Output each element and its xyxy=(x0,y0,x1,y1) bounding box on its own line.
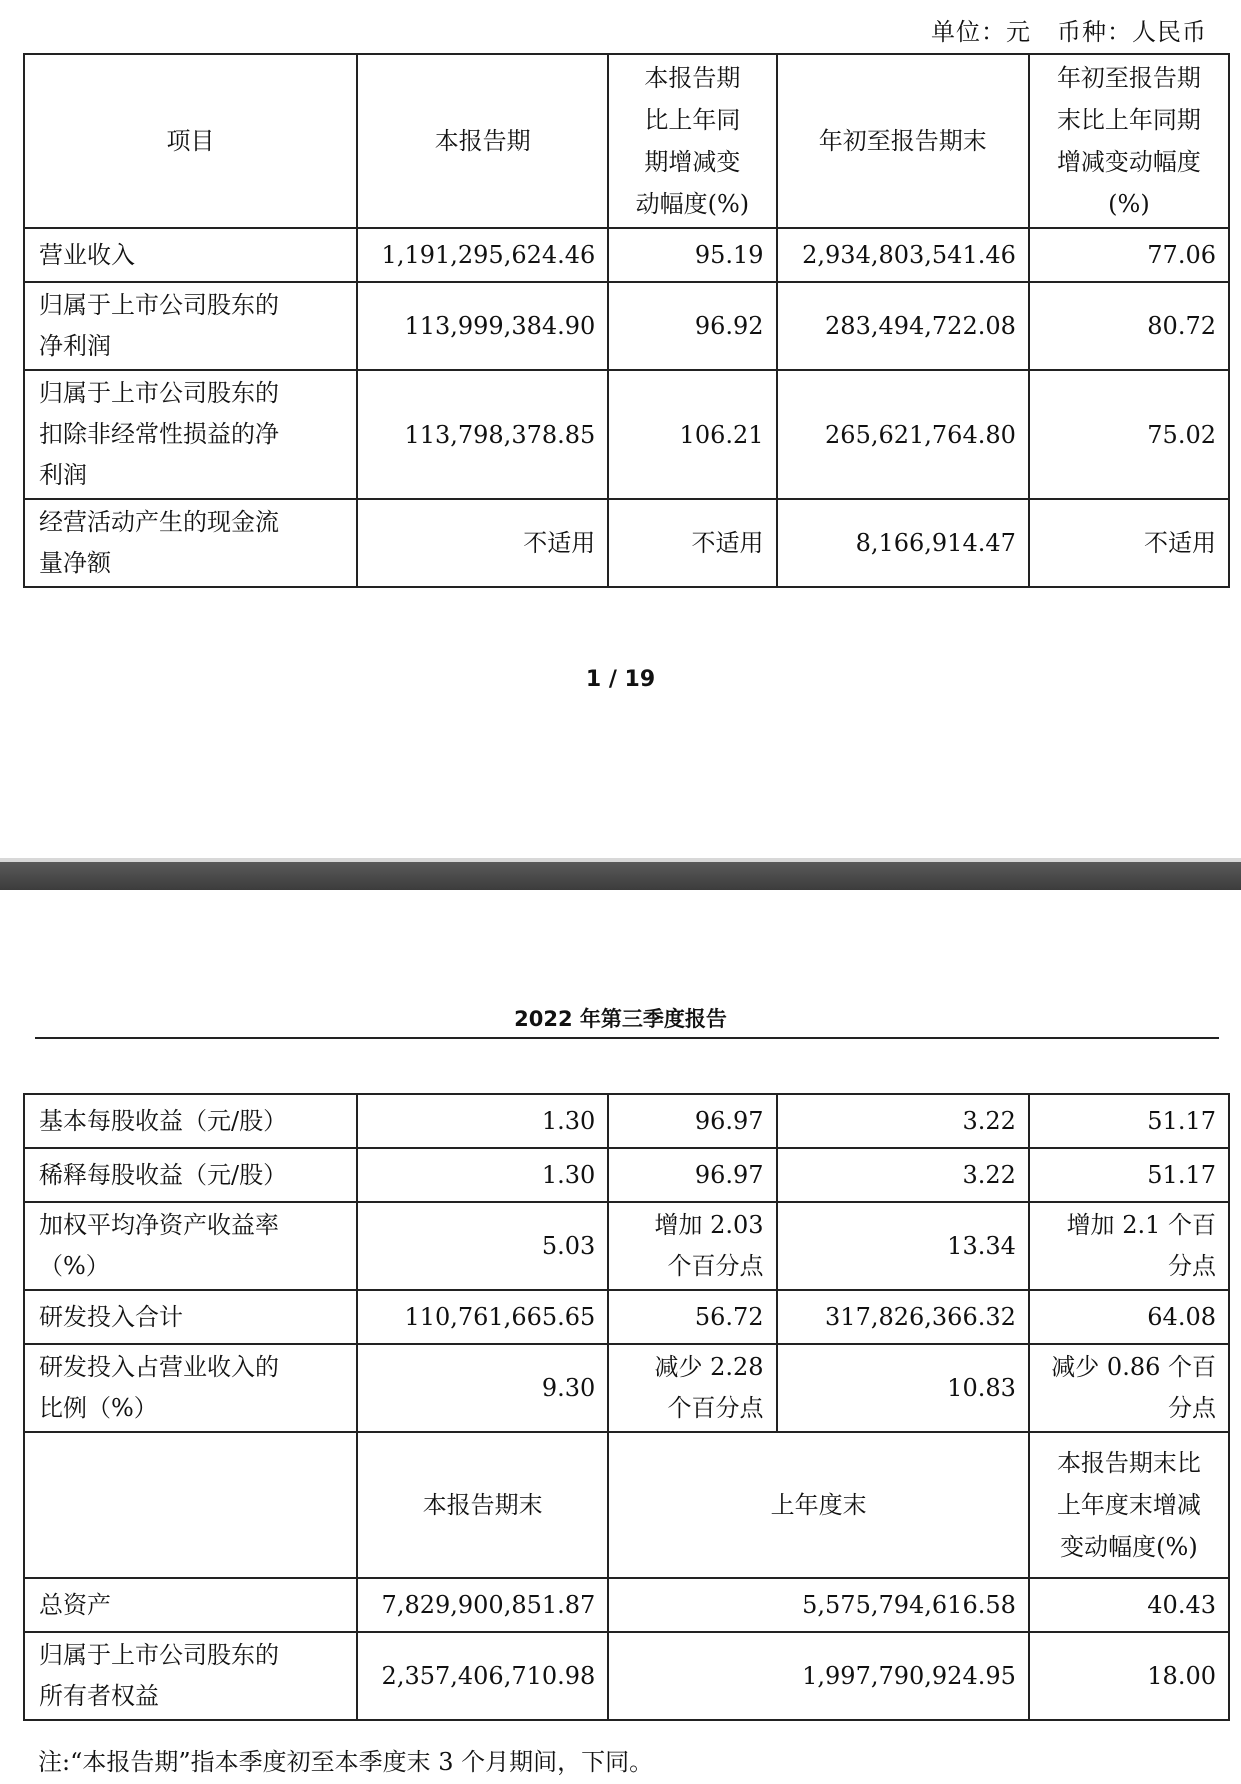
row-label xyxy=(24,282,357,370)
cell-current: 9.30 xyxy=(357,1344,608,1432)
cell-period-end: 7,829,900,851.87 xyxy=(357,1578,608,1632)
header-period-end: 本报告期末 xyxy=(357,1432,608,1578)
cell-ytd: 3.22 xyxy=(777,1148,1029,1202)
cell-current-change xyxy=(608,1344,776,1432)
label-line: 量净额 xyxy=(39,549,111,577)
row-label: 研发投入合计 xyxy=(24,1290,357,1344)
table-row xyxy=(24,499,1229,587)
table-row xyxy=(24,1632,1229,1720)
cell-ytd-change: 不适用 xyxy=(1029,499,1229,587)
cell-ytd-change: 75.02 xyxy=(1029,370,1229,499)
table-row xyxy=(24,1094,1229,1148)
value-line: 增加 2.1 个百 xyxy=(1066,1211,1216,1239)
cell-current-change: 不适用 xyxy=(608,499,776,587)
cell-current-change: 96.97 xyxy=(608,1094,776,1148)
row-label xyxy=(24,1202,357,1290)
table-row xyxy=(24,1578,1229,1632)
row-label: 总资产 xyxy=(24,1578,357,1632)
value-line: 减少 2.28 xyxy=(654,1353,764,1381)
header-line: 末比上年同期 xyxy=(1056,106,1201,134)
header-line: 动幅度(%) xyxy=(635,190,750,218)
row-label xyxy=(24,499,357,587)
header-line: 期增减变 xyxy=(644,148,741,176)
header-line: 比上年同 xyxy=(644,106,741,134)
header-balance-change xyxy=(1029,1432,1229,1578)
balance-header-item-empty xyxy=(24,1432,357,1578)
value-line: 增加 2.03 xyxy=(654,1211,764,1239)
table-row xyxy=(24,1202,1229,1290)
header-current-change xyxy=(608,54,776,228)
running-header: 2022 年第三季度报告 xyxy=(514,1007,727,1031)
header-prior-year-end: 上年度末 xyxy=(608,1432,1029,1578)
header-current-period: 本报告期 xyxy=(357,54,608,228)
footnote: 注:“本报告期”指本季度初至本季度末 3 个月期间，下同。 xyxy=(38,1748,654,1776)
cell-current: 113,999,384.90 xyxy=(357,282,608,370)
cell-ytd-change: 51.17 xyxy=(1029,1148,1229,1202)
cell-ytd-change xyxy=(1029,1202,1229,1290)
cell-ytd-change: 80.72 xyxy=(1029,282,1229,370)
header-line: 变动幅度(%) xyxy=(1060,1533,1198,1561)
label-line: 扣除非经常性损益的净 xyxy=(39,420,279,448)
label-line: 归属于上市公司股东的 xyxy=(39,379,279,407)
value-line: 减少 0.86 个百 xyxy=(1051,1353,1216,1381)
row-label xyxy=(24,1632,357,1720)
table-row xyxy=(24,1344,1229,1432)
header-ytd: 年初至报告期末 xyxy=(777,54,1029,228)
row-label: 营业收入 xyxy=(24,228,357,282)
table-row xyxy=(24,1148,1229,1202)
header-line: (%) xyxy=(1108,190,1150,218)
cell-balance-change: 40.43 xyxy=(1029,1578,1229,1632)
page-separator xyxy=(0,862,1241,890)
table-row xyxy=(24,1290,1229,1344)
label-line: 加权平均净资产收益率 xyxy=(39,1211,279,1239)
unit-label: 单位：元 xyxy=(931,18,1031,46)
cell-prior-year-end: 5,575,794,616.58 xyxy=(608,1578,1029,1632)
table-row xyxy=(24,282,1229,370)
header-line: 本报告期 xyxy=(644,64,741,92)
cell-current-change: 96.97 xyxy=(608,1148,776,1202)
cell-current-change xyxy=(608,1202,776,1290)
cell-current: 不适用 xyxy=(357,499,608,587)
cell-current: 110,761,665.65 xyxy=(357,1290,608,1344)
label-line: 净利润 xyxy=(39,332,111,360)
label-line: 比例（%） xyxy=(39,1394,158,1422)
key-financials-table-part2 xyxy=(23,1093,1230,1721)
cell-ytd: 3.22 xyxy=(777,1094,1029,1148)
cell-ytd-change: 64.08 xyxy=(1029,1290,1229,1344)
cell-current: 1.30 xyxy=(357,1094,608,1148)
table-row xyxy=(24,228,1229,282)
row-label xyxy=(24,1344,357,1432)
value-line: 分点 xyxy=(1168,1394,1216,1422)
label-line: 利润 xyxy=(39,461,87,489)
row-label: 基本每股收益（元/股） xyxy=(24,1094,357,1148)
cell-current-change: 106.21 xyxy=(608,370,776,499)
label-line: （%） xyxy=(39,1252,110,1280)
cell-current: 113,798,378.85 xyxy=(357,370,608,499)
label-line: 归属于上市公司股东的 xyxy=(39,1641,279,1669)
cell-prior-year-end: 1,997,790,924.95 xyxy=(608,1632,1029,1720)
header-line: 上年度末增减 xyxy=(1056,1491,1201,1519)
header-line: 年初至报告期 xyxy=(1056,64,1201,92)
header-ytd-change xyxy=(1029,54,1229,228)
label-line: 经营活动产生的现金流 xyxy=(39,508,279,536)
label-line: 归属于上市公司股东的 xyxy=(39,291,279,319)
unit-currency-line xyxy=(905,12,1207,47)
header-line: 增减变动幅度 xyxy=(1056,148,1201,176)
row-label: 稀释每股收益（元/股） xyxy=(24,1148,357,1202)
cell-current-change: 56.72 xyxy=(608,1290,776,1344)
label-line: 所有者权益 xyxy=(39,1682,159,1710)
cell-period-end: 2,357,406,710.98 xyxy=(357,1632,608,1720)
cell-ytd: 10.83 xyxy=(777,1344,1029,1432)
currency-label: 币种：人民币 xyxy=(1057,18,1207,46)
cell-current-change: 96.92 xyxy=(608,282,776,370)
label-line: 研发投入占营业收入的 xyxy=(39,1353,279,1381)
value-line: 分点 xyxy=(1168,1252,1216,1280)
page-number: 1 / 19 xyxy=(585,667,656,692)
cell-ytd-change: 51.17 xyxy=(1029,1094,1229,1148)
cell-current-change: 95.19 xyxy=(608,228,776,282)
cell-ytd: 265,621,764.80 xyxy=(777,370,1029,499)
cell-current: 1.30 xyxy=(357,1148,608,1202)
table-row xyxy=(24,370,1229,499)
cell-balance-change: 18.00 xyxy=(1029,1632,1229,1720)
header-item: 项目 xyxy=(24,54,357,228)
balance-header-row xyxy=(24,1432,1229,1578)
cell-ytd: 283,494,722.08 xyxy=(777,282,1029,370)
header-rule xyxy=(35,1037,1219,1039)
key-financials-table-part1 xyxy=(23,53,1230,588)
row-label xyxy=(24,370,357,499)
cell-ytd: 2,934,803,541.46 xyxy=(777,228,1029,282)
table-header-row xyxy=(24,54,1229,228)
header-line: 本报告期末比 xyxy=(1056,1449,1201,1477)
cell-current: 1,191,295,624.46 xyxy=(357,228,608,282)
cell-ytd: 8,166,914.47 xyxy=(777,499,1029,587)
value-line: 个百分点 xyxy=(667,1394,764,1422)
cell-ytd-change: 77.06 xyxy=(1029,228,1229,282)
cell-current: 5.03 xyxy=(357,1202,608,1290)
cell-ytd: 13.34 xyxy=(777,1202,1029,1290)
cell-ytd: 317,826,366.32 xyxy=(777,1290,1029,1344)
cell-ytd-change xyxy=(1029,1344,1229,1432)
value-line: 个百分点 xyxy=(667,1252,764,1280)
